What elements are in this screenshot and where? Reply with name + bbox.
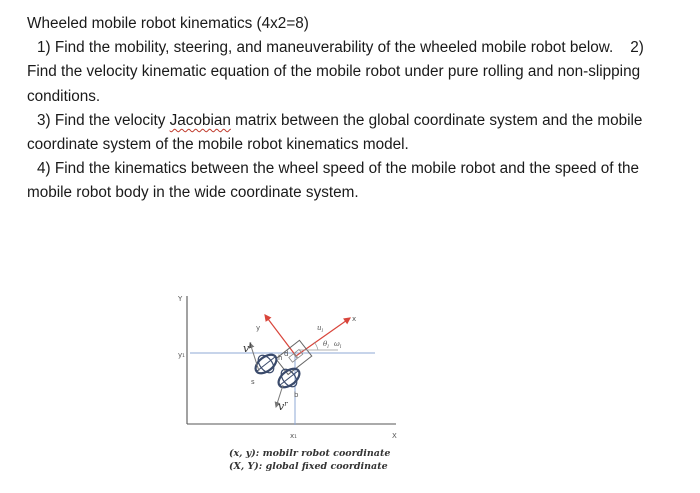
theta-arc [314, 342, 318, 350]
s-label: s [251, 378, 255, 386]
right-wheel [273, 363, 304, 394]
b-label: b [294, 391, 299, 399]
local-y-arrow [265, 315, 296, 356]
v-left-label: $v^l$ [243, 342, 252, 355]
spellcheck-word: Jacobian [169, 111, 231, 129]
local-x-label: x [352, 315, 357, 323]
caption-line-1: (x, y): mobilr robot coordinate [229, 448, 391, 459]
caption-line-2: (X, Y): global fixed coordinate [229, 461, 388, 472]
question-4: 4) Find the kinematics between the wheel speed of the mobile robot and the speed of the mobile robot body in the wide coordinate system. [27, 160, 640, 202]
y1-label: y₁ [178, 351, 185, 359]
global-x-label: X [392, 432, 397, 440]
theta-label: $\theta_l$ [323, 340, 329, 350]
question-1: 1) Find the mobility, steering, and maneuverability of the wheeled mobile robot below. [37, 39, 614, 57]
local-y-label: y [256, 324, 261, 332]
omega-label: $\omega_l$ [334, 340, 342, 350]
question-3-pre: 3) Find the velocity [37, 111, 170, 129]
u-label: $u_l$ [317, 324, 324, 334]
d-label: d [284, 350, 289, 358]
problem-title: Wheeled mobile robot kinematics (4x2=8) [27, 15, 309, 32]
question-2: 2) Find the velocity kinematic equation of the mobile robot under pure rolling and non-slipping conditions. [27, 39, 644, 105]
h-label: h [278, 354, 283, 362]
global-y-label: Y [178, 295, 183, 303]
question-3-post: matrix between the global coordinate system and the mobile coordinate system of the mobile robot kinematics model. [27, 111, 643, 154]
v-right-label: $v^r$ [278, 400, 288, 413]
x1-label: x₁ [290, 432, 297, 440]
